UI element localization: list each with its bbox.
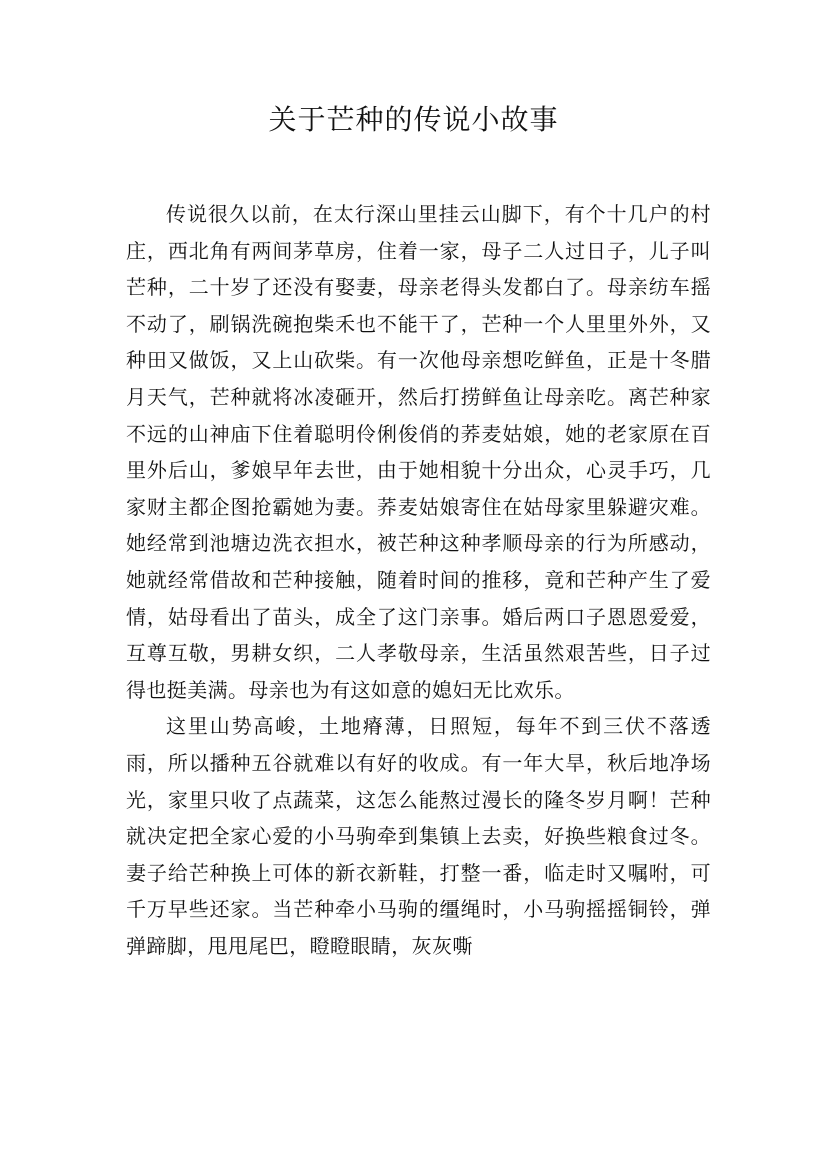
paragraph: 这里山势高峻，土地瘠薄，日照短，每年不到三伏不落透雨，所以播种五谷就难以有好的收成。有一年大旱，秋后地净场光，家里只收了点蔬菜，这怎么能熬过漫长的隆冬岁月啊！芒种就决定把全家心爱的小马驹牵到集镇上去卖，好换些粮食过冬。妻子给芒种换上可体的新衣新鞋，打整一番，临走时又嘱咐，可千万早些还家。当芒种牵小马驹的缰绳时，小马驹摇摇铜铃，弹弹蹄脚，甩甩尾巴，瞪瞪眼睛，灰灰嘶 xyxy=(126,714,711,958)
document-title: 关于芒种的传说小故事 xyxy=(268,103,559,136)
paragraph: 传说很久以前，在太行深山里挂云山脚下，有个十几户的村庄，西北角有两间茅草房，住着一家，母子二人过日子，儿子叫芒种，二十岁了还没有娶妻，母亲老得头发都白了。母亲纺车摇不动了，刷锅洗碗抱柴禾也不能干了，芒种一个人里里外外，又种田又做饭，又上山砍柴。有一次他母亲想吃鲜鱼，正是十冬腊月天气，芒种就将冰凌砸开，然后打捞鲜鱼让母亲吃。离芒种家不远的山神庙下住着聪明伶俐俊俏的荞麦姑娘，她的老家原在百里外后山，爹娘早年去世，由于她相貌十分出众，心灵手巧，几家财主都企图抢霸她为妻。荞麦姑娘寄住在姑母家里躲避灾难。她经常到池塘边洗衣担水，被芒种这种孝顺母亲的行为所感动，她就经常借故和芒种接触，随着时间的推移，竟和芒种产生了爱情，姑母看出了苗头，成全了这门亲事。婚后两口子恩恩爱爱，互尊互敬，男耕女织，二人孝敬母亲，生活虽然艰苦些，日子过得也挺美满。母亲也为有这如意的媳妇无比欢乐。 xyxy=(126,202,711,702)
document-body xyxy=(126,196,711,964)
